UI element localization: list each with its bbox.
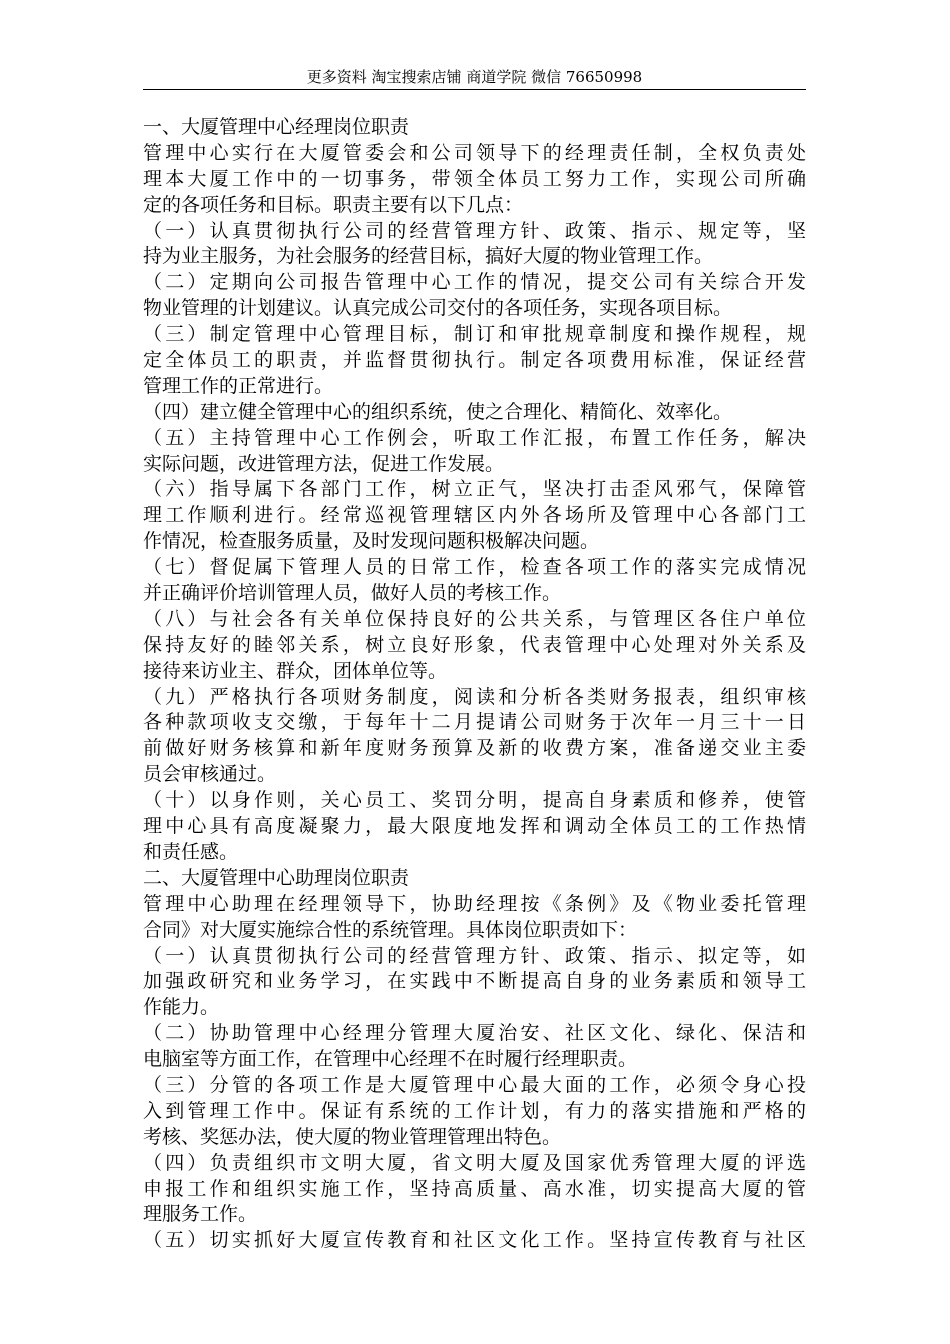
text-line: （三）制定管理中心管理目标，制订和审批规章制度和操作规程，规	[143, 323, 806, 346]
text-line: 和责任感。	[143, 840, 239, 863]
text-line: 理中心具有高度凝聚力，最大限度地发挥和调动全体员工的工作热情	[143, 815, 806, 838]
text-line: 接待来访业主、群众，团体单位等。	[143, 659, 448, 682]
text-line: 作能力。	[143, 996, 220, 1019]
text-line: 员会审核通过。	[143, 763, 277, 786]
text-line: 电脑室等方面工作，在管理中心经理不在时履行经理职责。	[143, 1048, 638, 1071]
text-line: （七）督促属下管理人员的日常工作，检查各项工作的落实完成情况	[143, 556, 806, 579]
text-line: 作情况，检查服务质量，及时发现问题积极解决问题。	[143, 530, 600, 553]
text-line: （二）协助管理中心经理分管理大厦治安、社区文化、绿化、保洁和	[143, 1022, 806, 1045]
text-line: 入到管理工作中。保证有系统的工作计划，有力的落实措施和严格的	[143, 1099, 806, 1122]
text-line: 理本大厦工作中的一切事务，带领全体员工努力工作，实现公司所确	[143, 167, 806, 190]
text-line: （十）以身作则，关心员工、奖罚分明，提高自身素质和修养，使管	[143, 789, 806, 812]
text-line: （五）主持管理中心工作例会，听取工作汇报，布置工作任务，解决	[143, 426, 806, 449]
text-line: （九）严格执行各项财务制度，阅读和分析各类财务报表，组织审核	[143, 685, 806, 708]
document-body	[143, 115, 806, 1254]
text-line: 保持友好的睦邻关系，树立良好形象，代表管理中心处理对外关系及	[143, 633, 806, 656]
text-line: 前做好财务核算和新年度财务预算及新的收费方案，准备递交业主委	[143, 737, 806, 760]
header-divider	[143, 89, 806, 90]
text-line: 申报工作和组织实施工作，坚持高质量、高水准，切实提高大厦的管	[143, 1177, 806, 1200]
text-line: 二、大厦管理中心助理岗位职责	[143, 866, 410, 889]
text-line: 物业管理的计划建议。认真完成公司交付的各项任务，实现各项目标。	[143, 297, 733, 320]
text-line: 加强政研究和业务学习，在实践中不断提高自身的业务素质和领导工	[143, 970, 806, 993]
text-line: （一）认真贯彻执行公司的经营管理方针、政策、指示、拟定等，如	[143, 944, 806, 967]
text-line: （八）与社会各有关单位保持良好的公共关系，与管理区各住户单位	[143, 607, 806, 630]
text-line: （五）切实抓好大厦宣传教育和社区文化工作。坚持宣传教育与社区	[143, 1229, 806, 1252]
text-line: 考核、奖惩办法，使大厦的物业管理管理出特色。	[143, 1125, 562, 1148]
text-line: 并正确评价培训管理人员，做好人员的考核工作。	[143, 582, 562, 605]
text-line: 定全体员工的职责，并监督贯彻执行。制定各项费用标准，保证经营	[143, 349, 806, 372]
text-line: 合同》对大厦实施综合性的系统管理。具体岗位职责如下：	[143, 918, 638, 941]
text-line: 持为业主服务，为社会服务的经营目标，搞好大厦的物业管理工作。	[143, 245, 714, 268]
text-line: （四）负责组织市文明大厦，省文明大厦及国家优秀管理大厦的评选	[143, 1151, 806, 1174]
page-header: 更多资料 淘宝搜索店铺 商道学院 微信 76650998	[306, 68, 643, 86]
text-line: 各种款项收支交缴，于每年十二月提请公司财务于次年一月三十一日	[143, 711, 806, 734]
text-line: （三）分管的各项工作是大厦管理中心最大面的工作，必须令身心投	[143, 1073, 806, 1096]
text-line: 管理工作的正常进行。	[143, 374, 334, 397]
text-line: 管理中心助理在经理领导下，协助经理按《条例》及《物业委托管理	[143, 892, 806, 915]
text-line: 定的各项任务和目标。职责主要有以下几点：	[143, 193, 524, 216]
text-line: （二）定期向公司报告管理中心工作的情况，提交公司有关综合开发	[143, 271, 806, 294]
text-line: （四）建立健全管理中心的组织系统，使之合理化、精简化、效率化。	[143, 400, 733, 423]
text-line: （一）认真贯彻执行公司的经营管理方针、政策、指示、规定等，坚	[143, 219, 806, 242]
text-line: 理工作顺利进行。经常巡视管理辖区内外各场所及管理中心各部门工	[143, 504, 806, 527]
text-line: 一、大厦管理中心经理岗位职责	[143, 116, 410, 138]
text-line: 理服务工作。	[143, 1203, 258, 1226]
text-line: （六）指导属下各部门工作，树立正气，坚决打击歪风邪气，保障管	[143, 478, 806, 501]
text-line: 管理中心实行在大厦管委会和公司领导下的经理责任制，全权负责处	[143, 141, 806, 164]
text-line: 实际问题，改进管理方法，促进工作发展。	[143, 452, 505, 475]
